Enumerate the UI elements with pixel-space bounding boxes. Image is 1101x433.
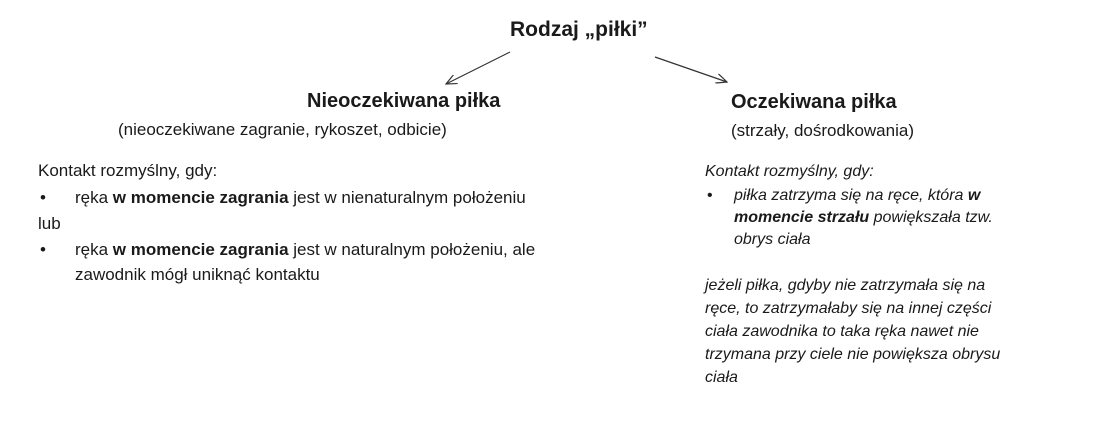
right-bullet-marker: • [707,187,713,204]
right-bullet-emphasis-2: momencie strzału [734,209,870,226]
left-lead-text: Kontakt rozmyślny, gdy: [38,161,218,180]
arrow-left [446,52,510,84]
right-paragraph-line-4: trzymana przy ciele nie powiększa obrysu [705,346,1001,363]
left-bullet-1-marker: • [40,188,46,207]
right-bullet-line-1: piłka zatrzyma się na ręce, która w [734,187,981,204]
right-lead-text: Kontakt rozmyślny, gdy: [705,163,874,180]
left-bullet-1-emphasis: w momencie zagrania [112,188,289,207]
right-paragraph-line-3: ciała zawodnika to taka ręka nawet nie [705,323,979,340]
left-bullet-2-text: ręka w momencie zagrania jest w naturalnym położeniu, ale [75,240,536,259]
left-bullet-1-text: ręka w momencie zagrania jest w nienaturalnym położeniu [75,188,526,207]
left-bullet-2-continuation: zawodnik mógł uniknąć kontaktu [75,265,320,284]
right-paragraph-line-1: jeżeli piłka, gdyby nie zatrzymała się na [705,277,986,294]
right-bullet-emphasis-1: w [967,187,981,204]
left-branch-subtitle: (nieoczekiwane zagranie, rykoszet, odbicie) [118,120,447,139]
right-bullet-line-3: obrys ciała [734,231,811,248]
right-paragraph-line-2: ręce, to zatrzymałaby się na innej części [705,300,992,317]
right-branch-subtitle: (strzały, dośrodkowania) [731,121,914,140]
right-paragraph-line-5: ciała [705,369,738,386]
left-bullet-2-marker: • [40,240,46,259]
arrow-right [655,57,727,82]
diagram-title: Rodzaj „piłki” [510,18,648,41]
right-bullet-line-2: momencie strzału powiększała tzw. [734,209,993,226]
left-branch-title: Nieoczekiwana piłka [307,90,501,112]
left-bullet-1-continuation: lub [38,214,61,233]
left-bullet-2-emphasis: w momencie zagrania [112,240,289,259]
right-branch-title: Oczekiwana piłka [731,91,897,113]
